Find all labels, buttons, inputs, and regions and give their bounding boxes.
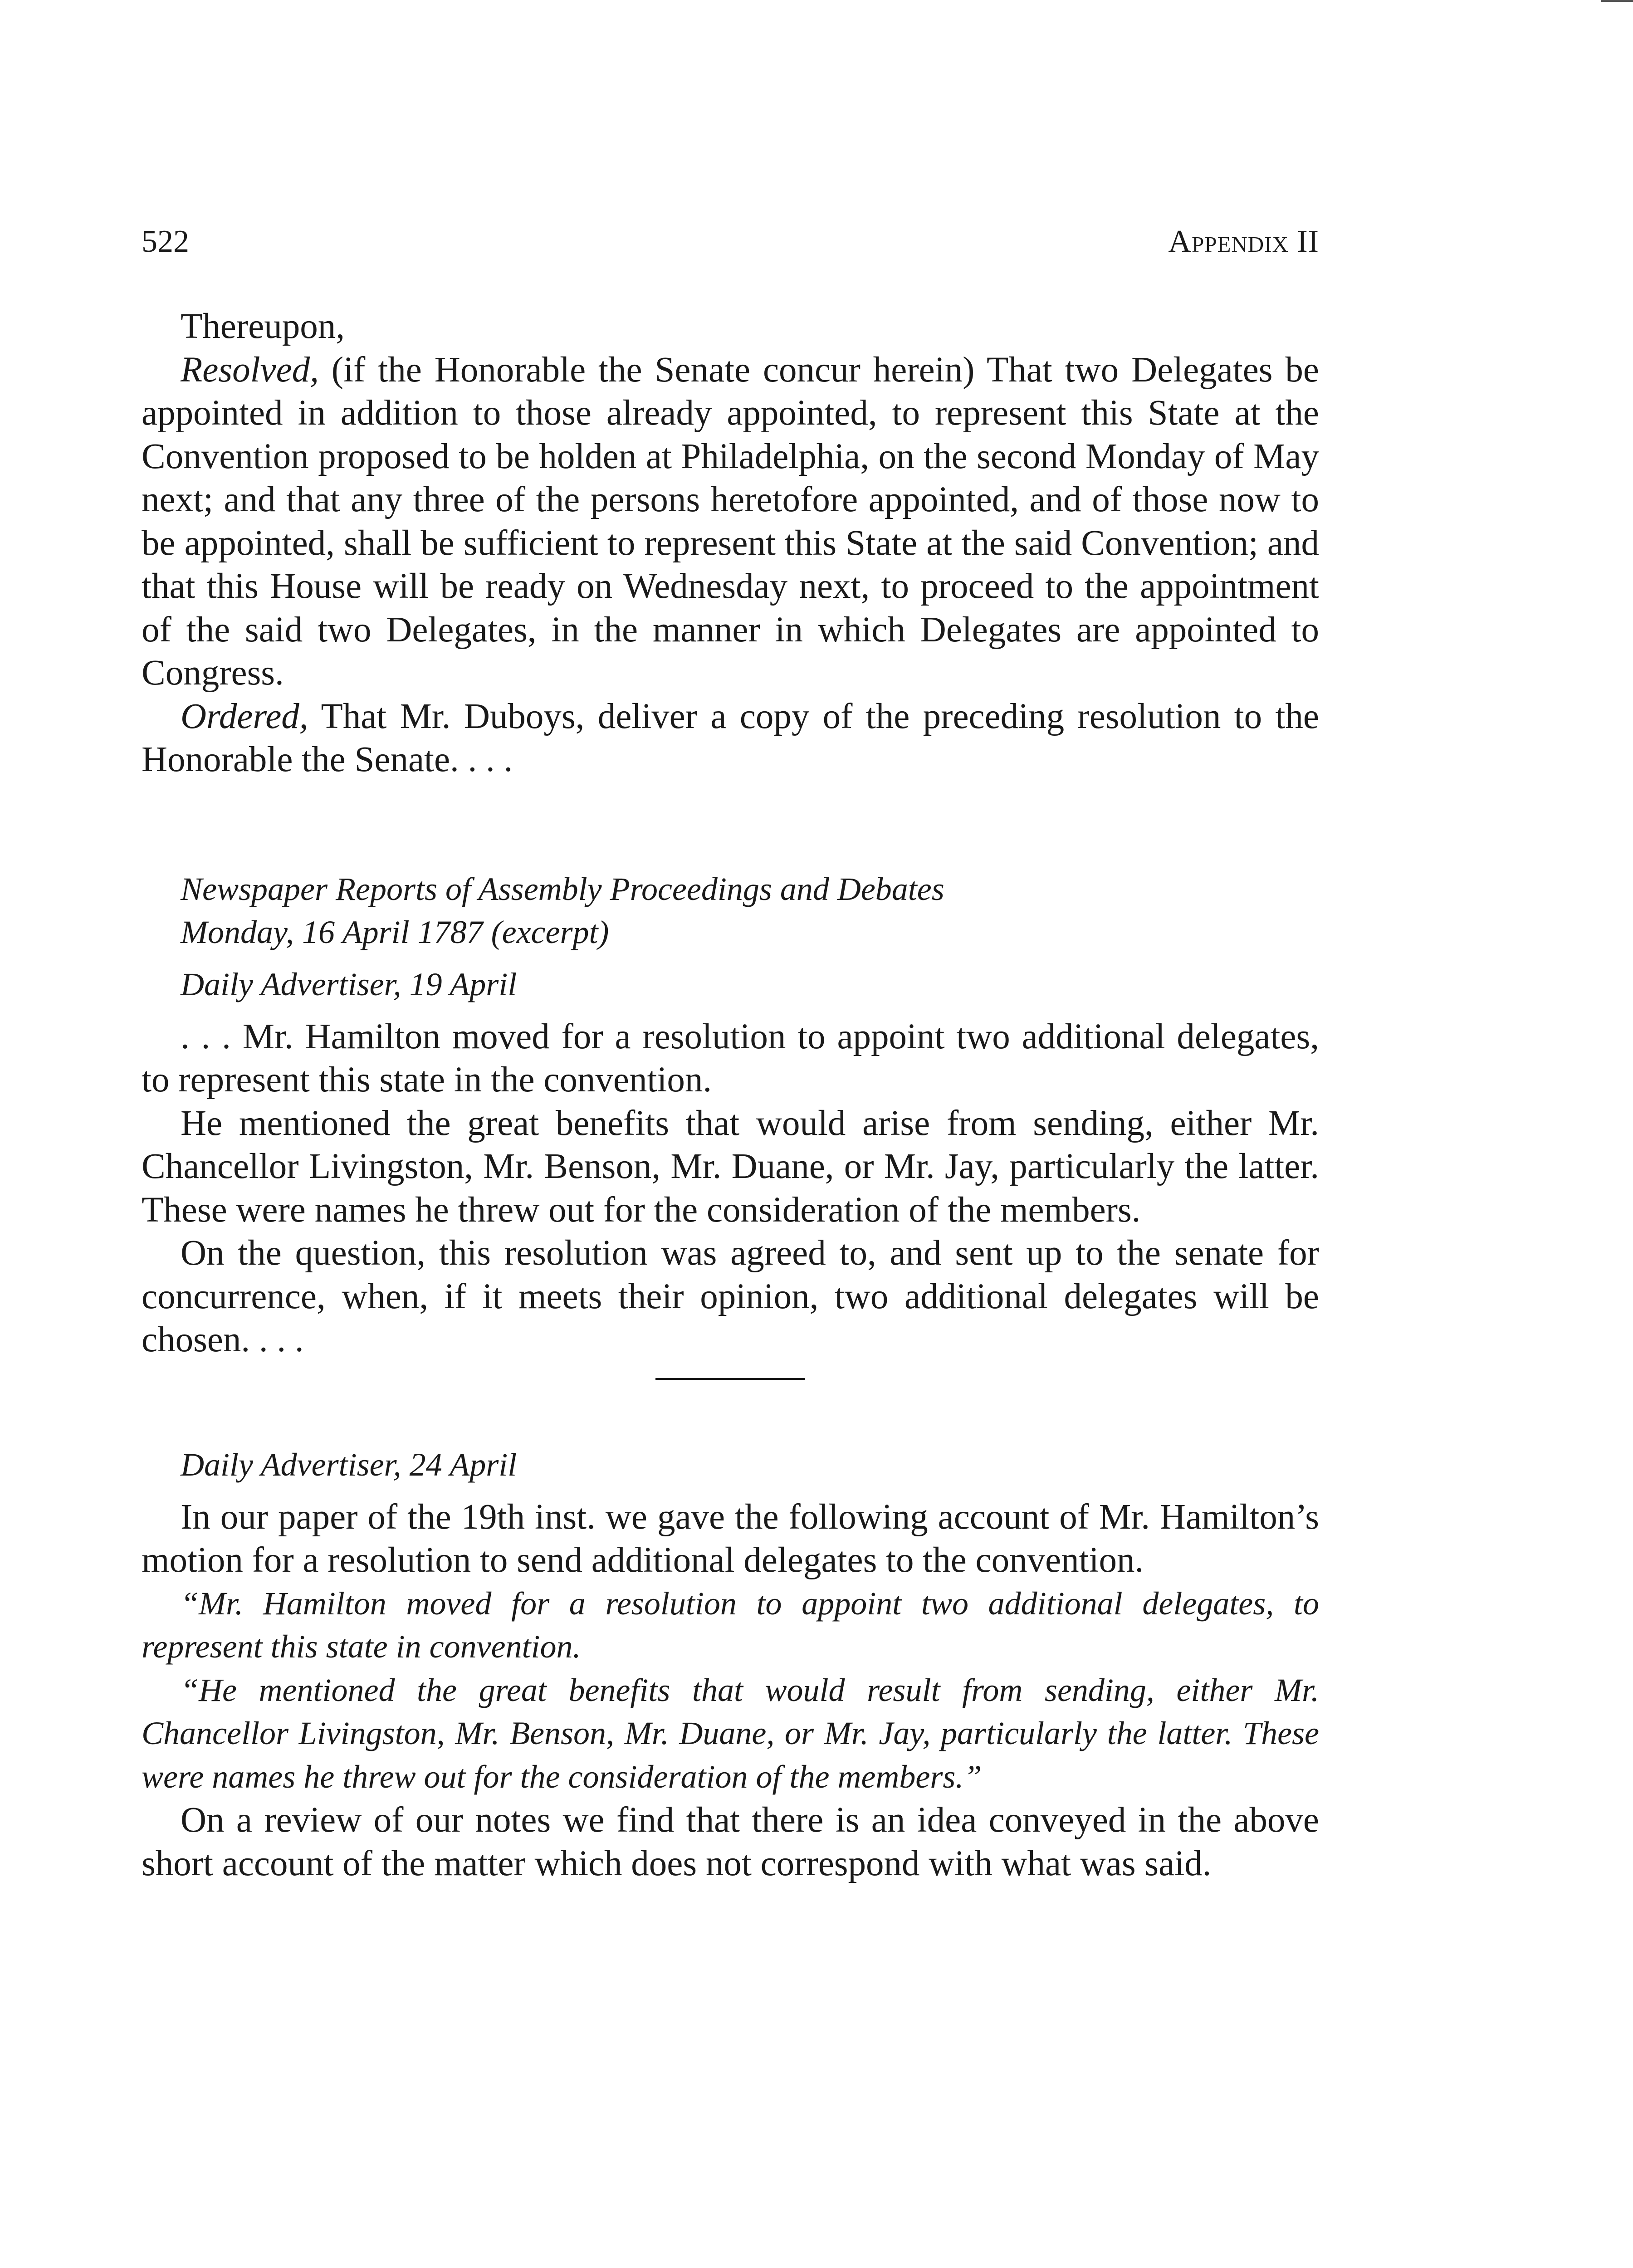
quote-hamilton-moved: “Mr. Hamilton moved for a resolution to appoint two additional delegates, to represent this state in convention. bbox=[142, 1585, 1319, 1665]
section-title: Newspaper Reports of Assembly Proceedings and Debates bbox=[181, 870, 944, 907]
paragraph-resolved bbox=[142, 348, 1319, 695]
paragraph-our-paper: In our paper of the 19th inst. we gave the following account of Mr. Hamilton’s motion for a resolution to send additional delegates to the convention. bbox=[142, 1497, 1319, 1580]
section-subtitle: Monday, 16 April 1787 (excerpt) bbox=[181, 914, 609, 950]
source-line-24-april: Daily Advertiser, 24 April bbox=[181, 1446, 517, 1483]
quote-benefits: “He mentioned the great benefits that would result from sending, either Mr. Chancellor Livingston, Mr. Benson, Mr. Duane, or Mr. Jay, particularly the latter. These were names he threw out for the consideration of the members.” bbox=[142, 1672, 1319, 1795]
paragraph-thereupon: Thereupon, bbox=[181, 307, 345, 346]
paragraph-ordered bbox=[142, 695, 1319, 782]
spacer bbox=[142, 782, 1319, 868]
ordered-text: That Mr. Duboys, deliver a copy of the preceding resolution to the Honorable the Senate. . . . bbox=[142, 696, 1319, 779]
ordered-lead: Ordered, bbox=[181, 696, 308, 736]
paragraph-question: On the question, this resolution was agreed to, and sent up to the senate for concurrence, when, if it meets their opinion, two additional delegates will be chosen. . . . bbox=[142, 1233, 1319, 1359]
source-line-19-april: Daily Advertiser, 19 April bbox=[181, 966, 517, 1002]
body-text bbox=[142, 305, 1319, 1885]
spacer bbox=[142, 1380, 1319, 1443]
spacer bbox=[142, 1486, 1319, 1496]
page-number: 522 bbox=[142, 224, 189, 259]
resolved-lead: Resolved, bbox=[181, 350, 319, 390]
spacer bbox=[142, 1006, 1319, 1015]
paragraph-hamilton-moved: . . . Mr. Hamilton moved for a resolution to appoint two additional delegates, to represent this state in the convention. bbox=[142, 1017, 1319, 1100]
paragraph-benefits: He mentioned the great benefits that would arise from sending, either Mr. Chancellor Livingston, Mr. Benson, Mr. Duane, or Mr. Jay, particularly the latter. These were names he threw out for the consideration of the members. bbox=[142, 1103, 1319, 1230]
paragraph-review: On a review of our notes we find that there is an idea conveyed in the above short account of the matter which does not correspond with what was said. bbox=[142, 1800, 1319, 1883]
resolved-text: (if the Honorable the Senate concur herein) That two Delegates be appointed in addition to those already appointed, to represent this State at the Convention proposed to be holden at Philadelphia, on the second Monday of May next; and that any three of the persons heretofore appointed, and of those now to be appointed, shall be sufficient to represent this State at the said Convention; and that this House will be ready on Wednesday next, to proceed to the appointment of the said two Delegates, in the manner in which Delegates are appointed to Congress. bbox=[142, 350, 1319, 693]
corner-rule bbox=[1601, 0, 1633, 2]
running-title: Appendix II bbox=[1168, 224, 1319, 259]
spacer bbox=[142, 954, 1319, 963]
